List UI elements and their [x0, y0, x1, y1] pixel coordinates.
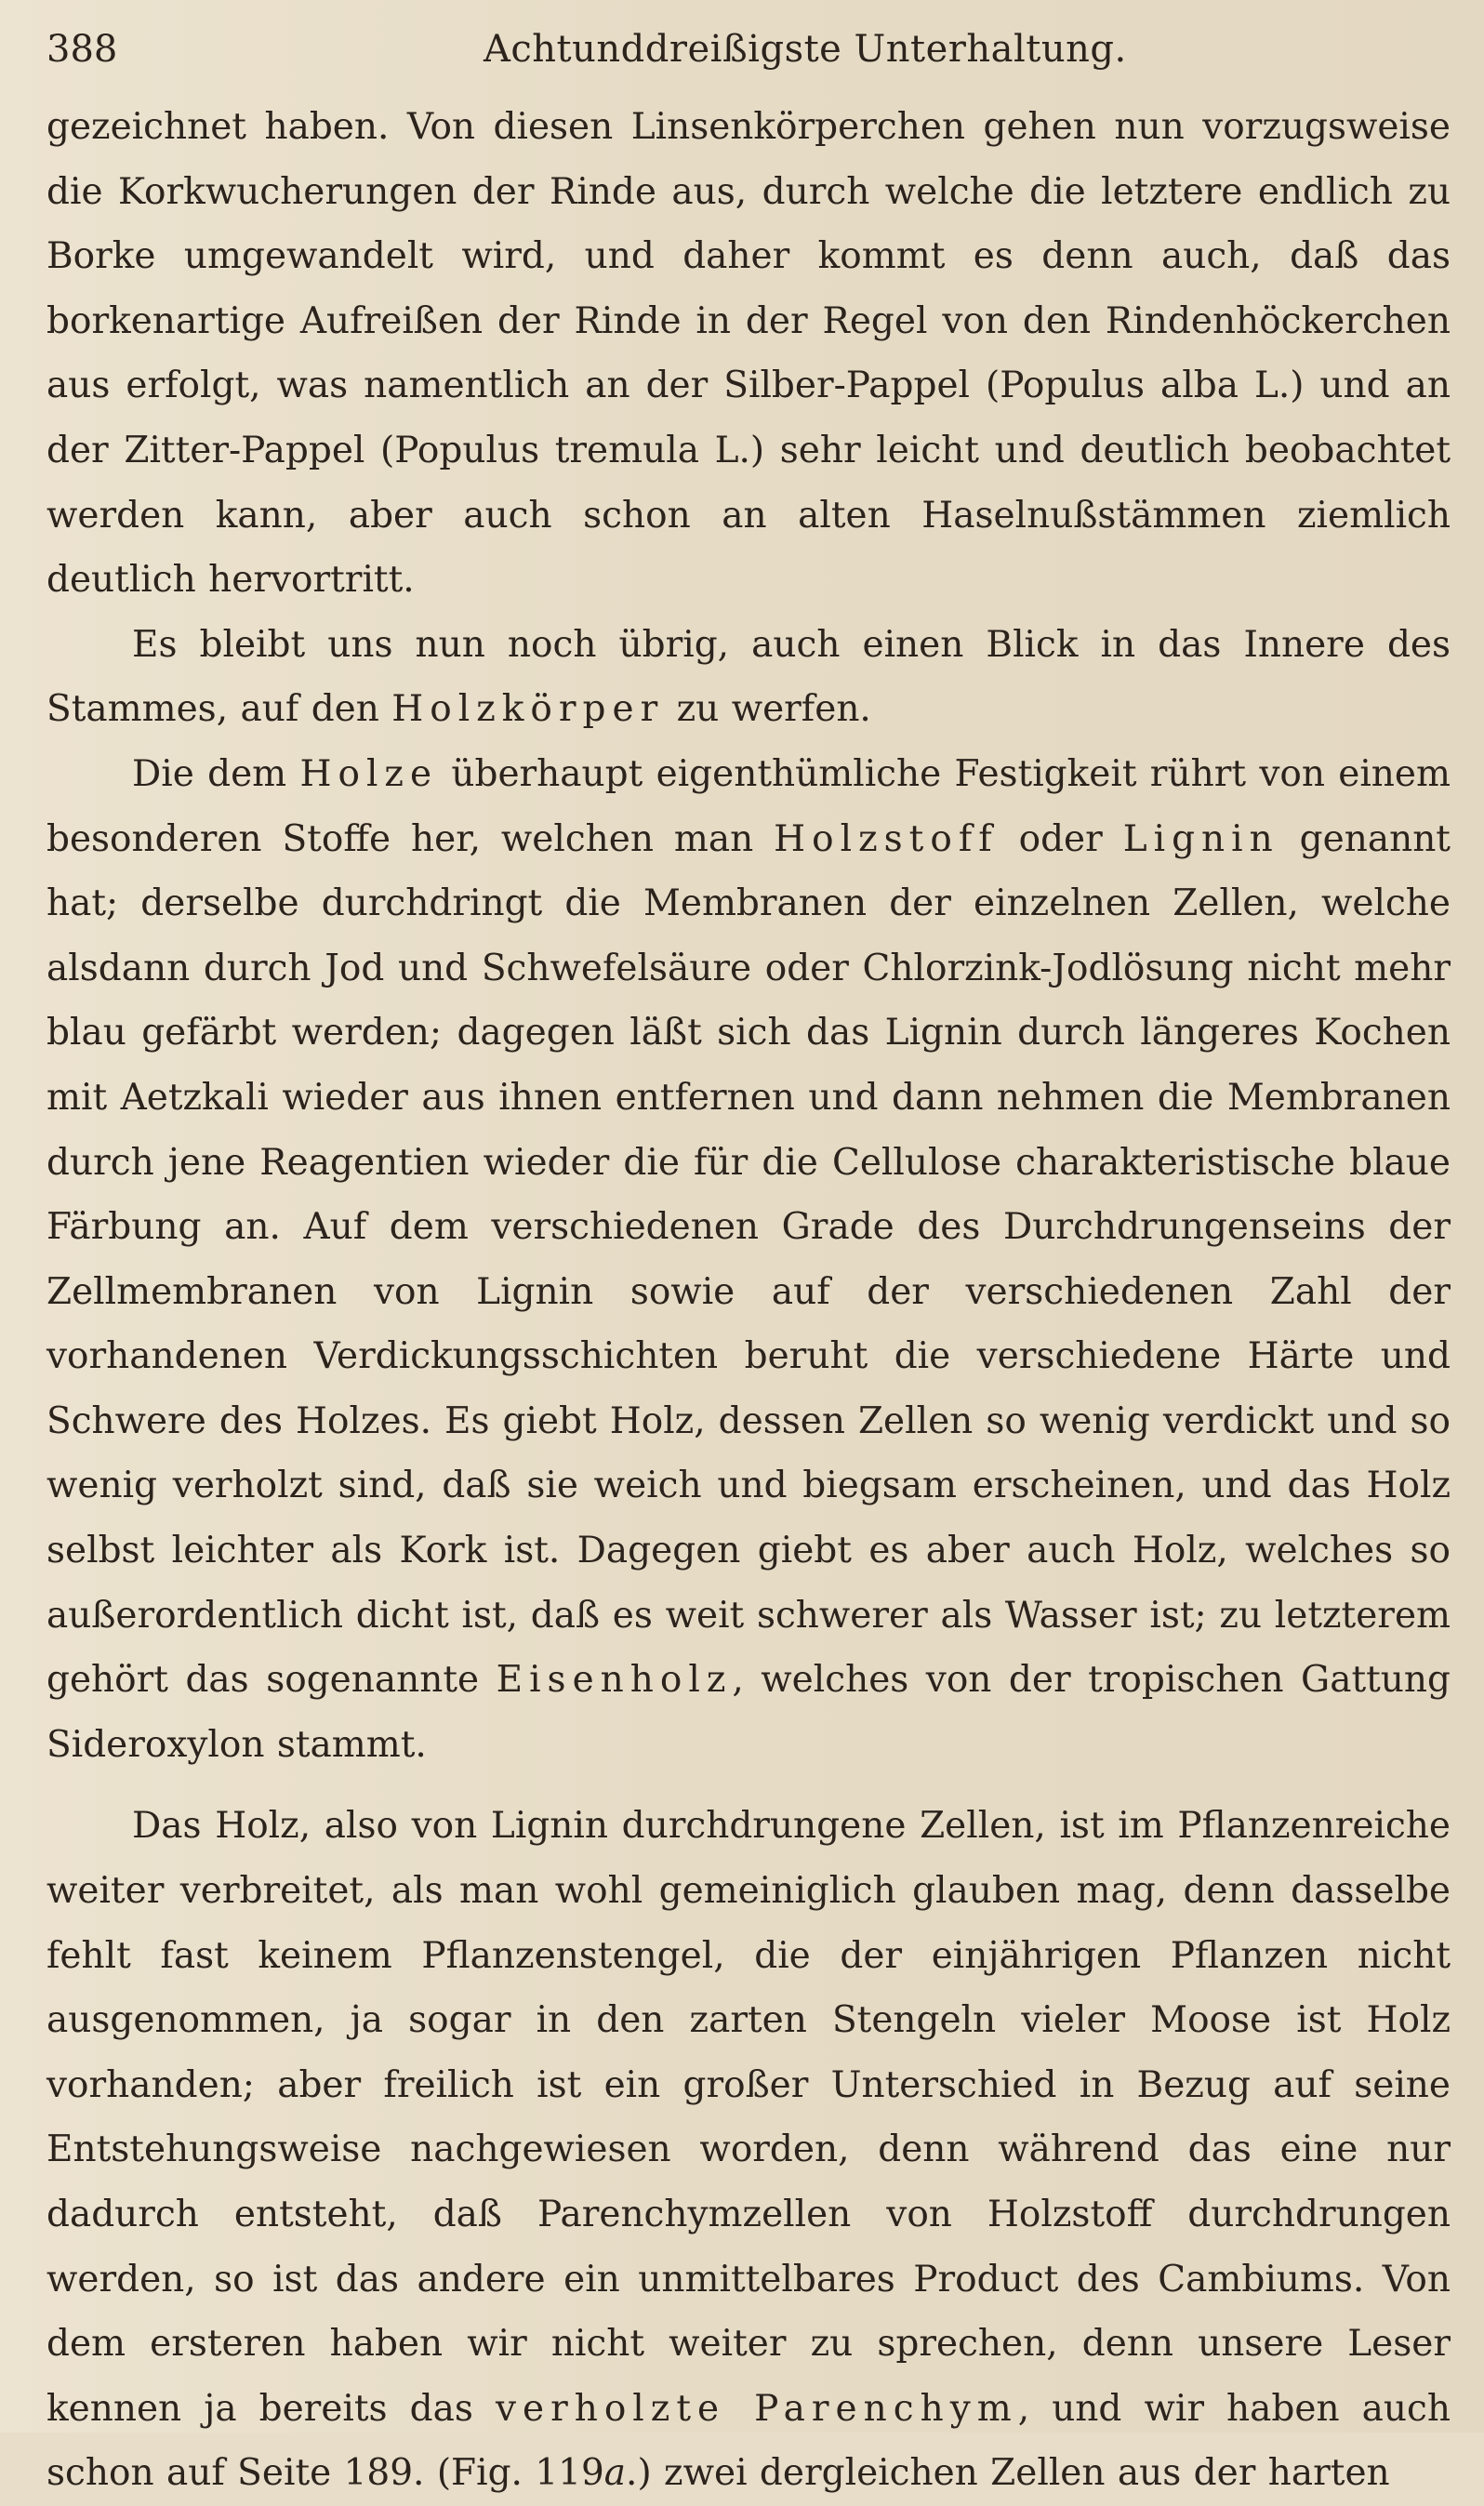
text-run: gezeichnet haben. Von diesen Linsenkörperchen gehen nun vorzugsweise die Korkwucherungen der Rinde aus, durch welche die letztere endlich zu Borke umgewandelt wird, und daher kommt es denn auch, daß das borkenartige Aufreißen der Rinde in der Regel von den Rindenhöckerchen aus erfolgt, was namentlich an der Silber-Pappel (Populus alba L.) und an der Zitter-Pappel (Populus tremula L.) sehr leicht und deutlich beobachtet werden kann, aber auch schon an alten Haselnußstämmen ziemlich deutlich hervortritt. [46, 106, 1451, 602]
emphasis-holze: Holze [299, 752, 439, 795]
text-run: , und wir haben auch schon auf Seite 189. (Fig. 119 [46, 2387, 1451, 2495]
page-number: 388 [46, 28, 118, 71]
text-run: überhaupt eigenthümliche Festigkeit rührt von einem besonderen Stoffe her, welchen man [46, 752, 1451, 860]
text-run: Es bleibt uns nun noch übrig, auch einen Blick in das Innere des Stammes, auf den [46, 623, 1451, 731]
figure-letter: a [603, 2452, 627, 2495]
page-header [46, 26, 1460, 73]
emphasis-holzkoerper: Holzkörper [391, 688, 665, 731]
text-run: oder [998, 817, 1123, 860]
paragraph-2 [46, 613, 1451, 742]
running-title: Achtunddreißigste Unterhaltung. [484, 28, 1127, 71]
text-run: zu werfen. [664, 688, 871, 731]
emphasis-eisenholz: Eisenholz [496, 1659, 733, 1702]
text-run: .) zwei dergleichen Zellen aus der harten [626, 2452, 1390, 2495]
body-text [46, 95, 1451, 2506]
paragraph-3 [46, 742, 1451, 1778]
text-run: Das Holz, also von Lignin durchdrungene Zellen, ist im Pflanzenreiche weiter verbreitet, als man wohl gemeiniglich glauben mag, denn dasselbe fehlt fast keinem Pflanzenstengel, die der einjährigen Pflanzen nicht ausgenommen, ja sogar in den zarten Stengeln vieler Moose ist Holz vorhanden; aber freilich ist ein großer Unterschied in Bezug auf seine Entstehungsweise nachgewiesen worden, denn während das eine nur dadurch entsteht, daß Parenchymzellen von Holzstoff durchdrungen werden, so ist das andere ein unmittelbares Product des Cambiums. Von dem ersteren haben wir nicht weiter zu sprechen, denn unsere Leser kennen ja bereits das [46, 1805, 1451, 2430]
emphasis-verholzte-parenchym: verholzte Parenchym [495, 2387, 1018, 2430]
text-run: genannt hat; derselbe durchdringt die Membranen der einzelnen Zellen, welche alsdann durch Jod und Schwefelsäure oder Chlorzink-Jodlösung nicht mehr blau gefärbt werden; dagegen läßt sich das Lignin durch längeres Kochen mit Aetzkali wieder aus ihnen entfernen und dann nehmen die Membranen durch jene Reagentien wieder die für die Cellulose charakteristische blaue Färbung an. Auf dem verschiedenen Grade des Durchdrungenseins der Zellmembranen von Lignin sowie auf der verschiedenen Zahl der vorhandenen Verdickungsschichten beruht die verschiedene Härte und Schwere des Holzes. Es giebt Holz, dessen Zellen so wenig verdickt und so wenig verholzt sind, daß sie weich und biegsam erscheinen, und das Holz selbst leichter als Kork ist. Dagegen giebt es aber auch Holz, welches so außerordentlich dicht ist, daß es weit schwerer als Wasser ist; zu letzterem gehört das sogenannte [46, 817, 1451, 1702]
text-run: , welches von der tropischen Gattung Sideroxylon stammt. [46, 1659, 1451, 1766]
paragraph-1 [46, 95, 1451, 613]
emphasis-holzstoff: Holzstoff [774, 817, 999, 860]
paragraph-4 [46, 1794, 1451, 2506]
emphasis-lignin: Lignin [1122, 817, 1279, 860]
text-run: Die dem [132, 752, 300, 795]
